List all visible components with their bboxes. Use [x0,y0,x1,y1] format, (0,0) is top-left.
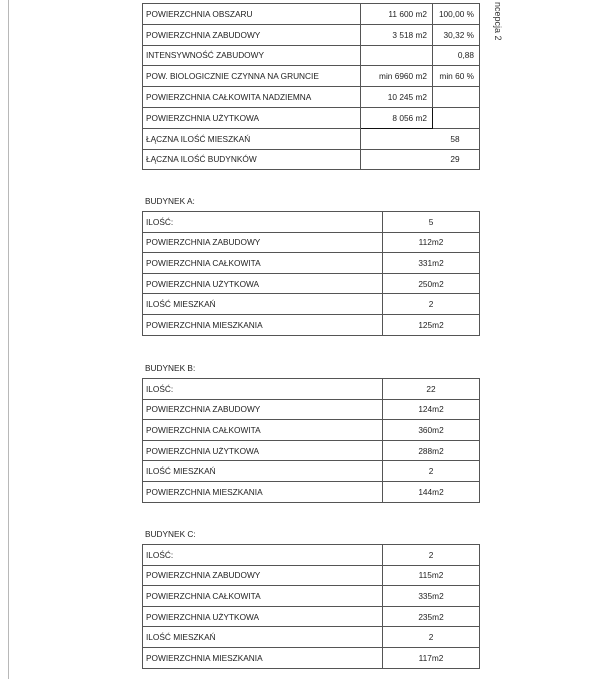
row-value: 2 [383,461,480,482]
table-row [143,606,480,627]
row-percent [433,87,480,108]
building-b-table [142,378,480,503]
row-label: POWIERZCHNIA CAŁKOWITA [143,586,383,607]
row-label: POWIERZCHNIA MIESZKANIA [143,647,383,668]
row-value: 10 245 m2 [361,87,433,108]
side-label: ncepcja 2 [493,2,503,41]
row-value: 2 [383,545,480,566]
row-label: POWIERZCHNIA ZABUDOWY [143,399,383,420]
row-label: ILOŚĆ MIESZKAŃ [143,627,383,648]
row-value: 288m2 [383,440,480,461]
row-label: POWIERZCHNIA CAŁKOWITA [143,253,383,274]
building-a-table [142,211,480,336]
row-label: ILOŚĆ MIESZKAŃ [143,294,383,315]
building-c-heading: BUDYNEK C: [145,529,196,539]
building-a-heading: BUDYNEK A: [145,196,195,206]
table-row [143,481,480,502]
table-row [143,149,480,170]
row-label: POWIERZCHNIA OBSZARU [143,4,361,25]
row-value: 235m2 [383,606,480,627]
row-percent: 100,00 % [433,4,480,25]
row-value: 2 [383,627,480,648]
row-label: ILOŚĆ: [143,212,383,233]
table-row [143,232,480,253]
table-row [143,399,480,420]
row-value: min 6960 m2 [361,66,433,87]
row-value: 58 [361,128,480,149]
row-label: POWIERZCHNIA UŻYTKOWA [143,606,383,627]
table-row [143,212,480,233]
table-row [143,545,480,566]
table-row [143,24,480,45]
row-percent: min 60 % [433,66,480,87]
building-b-heading: BUDYNEK B: [145,363,196,373]
table-row [143,565,480,586]
row-value [361,45,433,66]
row-percent [433,107,480,128]
table-row [143,440,480,461]
row-value: 11 600 m2 [361,4,433,25]
table-row [143,647,480,668]
row-value: 5 [383,212,480,233]
table-row [143,627,480,648]
table-row [143,107,480,128]
row-value: 117m2 [383,647,480,668]
row-label: POW. BIOLOGICZNIE CZYNNA NA GRUNCIE [143,66,361,87]
row-value: 144m2 [383,481,480,502]
table-row [143,294,480,315]
row-value: 250m2 [383,273,480,294]
table-row [143,87,480,108]
table-row [143,379,480,400]
row-value: 3 518 m2 [361,24,433,45]
table-row [143,273,480,294]
row-value: 29 [361,149,480,170]
row-label: POWIERZCHNIA ZABUDOWY [143,24,361,45]
table-row [143,253,480,274]
row-label: ŁĄCZNA ILOŚĆ MIESZKAŃ [143,128,361,149]
row-value: 112m2 [383,232,480,253]
row-label: POWIERZCHNIA ZABUDOWY [143,232,383,253]
row-value-highlighted: 8 056 m2 [361,107,433,128]
row-label: ILOŚĆ: [143,379,383,400]
row-value: 2 [383,294,480,315]
table-row [143,45,480,66]
row-value: 124m2 [383,399,480,420]
building-c-table [142,544,480,669]
page-edge-line [8,0,9,679]
table-row [143,66,480,87]
table-row [143,420,480,441]
table-row [143,128,480,149]
row-label: POWIERZCHNIA UŻYTKOWA [143,273,383,294]
row-label: ILOŚĆ: [143,545,383,566]
row-label: POWIERZCHNIA MIESZKANIA [143,314,383,335]
row-value: 125m2 [383,314,480,335]
table-row [143,461,480,482]
row-label: POWIERZCHNIA MIESZKANIA [143,481,383,502]
row-label: POWIERZCHNIA UŻYTKOWA [143,107,361,128]
row-value: 331m2 [383,253,480,274]
row-label: INTENSYWNOŚĆ ZABUDOWY [143,45,361,66]
row-percent: 0,88 [433,45,480,66]
row-value: 115m2 [383,565,480,586]
row-label: POWIERZCHNIA ZABUDOWY [143,565,383,586]
row-label: POWIERZCHNIA UŻYTKOWA [143,440,383,461]
row-value: 22 [383,379,480,400]
row-value: 360m2 [383,420,480,441]
row-label: POWIERZCHNIA CAŁKOWITA NADZIEMNA [143,87,361,108]
row-label: ŁĄCZNA ILOŚĆ BUDYNKÓW [143,149,361,170]
table-row [143,314,480,335]
row-label: ILOŚĆ MIESZKAŃ [143,461,383,482]
table-row [143,586,480,607]
row-percent: 30,32 % [433,24,480,45]
row-value: 335m2 [383,586,480,607]
summary-table [142,3,480,170]
table-row [143,4,480,25]
row-label: POWIERZCHNIA CAŁKOWITA [143,420,383,441]
